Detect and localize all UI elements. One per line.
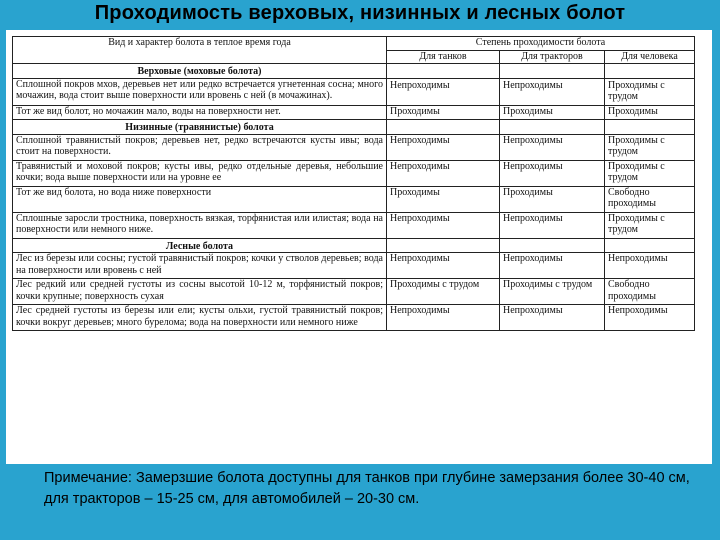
- tanks-cell: Непроходимы: [387, 253, 500, 279]
- bog-passability-table: [12, 36, 695, 331]
- tanks-cell: Непроходимы: [387, 305, 500, 331]
- footnote-text: Замерзшие болота доступны для танков при глубине замерзания более 30-40 см, для тракторов – 15-25 см, для автомобилей – 20-30 см.: [44, 470, 690, 507]
- table-row: [13, 305, 695, 331]
- section-heading: Верховые (моховые болота): [13, 64, 387, 79]
- footnote: [44, 468, 704, 510]
- tractors-cell: Проходимы с трудом: [500, 279, 605, 305]
- bog-description: Лес из березы или сосны; густой травянистый покров; кочки у стволов деревьев; вода на поверхности или вровень с ней: [13, 253, 387, 279]
- section-heading-row: [13, 238, 695, 253]
- tanks-cell: Непроходимы: [387, 212, 500, 238]
- table-row: [13, 134, 695, 160]
- tanks-cell: Проходимы: [387, 186, 500, 212]
- tanks-cell: Проходимы с трудом: [387, 279, 500, 305]
- table-row: [13, 186, 695, 212]
- bog-description: Сплошной покров мхов, деревьев нет или редко встречается угнетенная сосна; много мочажин, вода стоит выше поверхности или вровень с ней (в мочажинах).: [13, 78, 387, 105]
- section-heading: Лесные болота: [13, 238, 387, 253]
- tractors-cell: Непроходимы: [500, 78, 605, 105]
- bog-description: Лес средней густоты из березы или ели; кусты ольхи, густой травянистый покров; кочки вокруг деревьев; много бурелома; вода на поверхности или немного ниже: [13, 305, 387, 331]
- section-heading: Низинные (травянистые) болота: [13, 120, 387, 135]
- table-row: [13, 212, 695, 238]
- tanks-cell: Непроходимы: [387, 134, 500, 160]
- people-cell: Проходимы с трудом: [605, 160, 695, 186]
- section-heading-row: [13, 64, 695, 79]
- column-group-header-passability: Степень проходимости болота: [387, 37, 695, 51]
- table-row: [13, 160, 695, 186]
- people-cell: Свободно проходимы: [605, 186, 695, 212]
- tractors-cell: Непроходимы: [500, 160, 605, 186]
- scanned-table-document: [6, 30, 712, 464]
- table-row: [13, 105, 695, 120]
- tractors-cell: Проходимы: [500, 105, 605, 120]
- bog-description: Тот же вид болота, но вода ниже поверхности: [13, 186, 387, 212]
- people-cell: Проходимы с трудом: [605, 78, 695, 105]
- footnote-label: Примечание:: [44, 470, 132, 486]
- people-cell: Свободно проходимы: [605, 279, 695, 305]
- people-cell: Непроходимы: [605, 305, 695, 331]
- tractors-cell: Проходимы: [500, 186, 605, 212]
- section-heading-row: [13, 120, 695, 135]
- people-cell: Проходимы с трудом: [605, 212, 695, 238]
- tractors-cell: Непроходимы: [500, 305, 605, 331]
- bog-description: Сплошной травянистый покров; деревьев нет, редко встречаются кусты ивы; вода стоит на поверхности.: [13, 134, 387, 160]
- people-cell: Проходимы с трудом: [605, 134, 695, 160]
- table-row: [13, 78, 695, 105]
- bog-description: Травянистый и моховой покров; кусты ивы, редко отдельные деревья, небольшие кочки; вода выше поверхности или на уровне ее: [13, 160, 387, 186]
- column-header-tractors: Для тракторов: [500, 51, 605, 64]
- table-row: [13, 279, 695, 305]
- table-row: [13, 253, 695, 279]
- bog-description: Тот же вид болот, но мочажин мало, воды на поверхности нет.: [13, 105, 387, 120]
- tractors-cell: Непроходимы: [500, 212, 605, 238]
- people-cell: Проходимы: [605, 105, 695, 120]
- slide-title: Проходимость верховых, низинных и лесных болот: [94, 2, 626, 24]
- people-cell: Непроходимы: [605, 253, 695, 279]
- column-header-bog-type: Вид и характер болота в теплое время года: [13, 37, 387, 64]
- bog-description: Сплошные заросли тростника, поверхность вязкая, торфянистая или илистая; вода на поверхности или немного ниже.: [13, 212, 387, 238]
- tanks-cell: Непроходимы: [387, 78, 500, 105]
- tractors-cell: Непроходимы: [500, 134, 605, 160]
- tanks-cell: Непроходимы: [387, 160, 500, 186]
- tanks-cell: Проходимы: [387, 105, 500, 120]
- column-header-tanks: Для танков: [387, 51, 500, 64]
- bog-description: Лес редкий или средней густоты из сосны высотой 10-12 м, торфянистый покров; кочки крупные; поверхность сухая: [13, 279, 387, 305]
- tractors-cell: Непроходимы: [500, 253, 605, 279]
- column-header-people: Для человека: [605, 51, 695, 64]
